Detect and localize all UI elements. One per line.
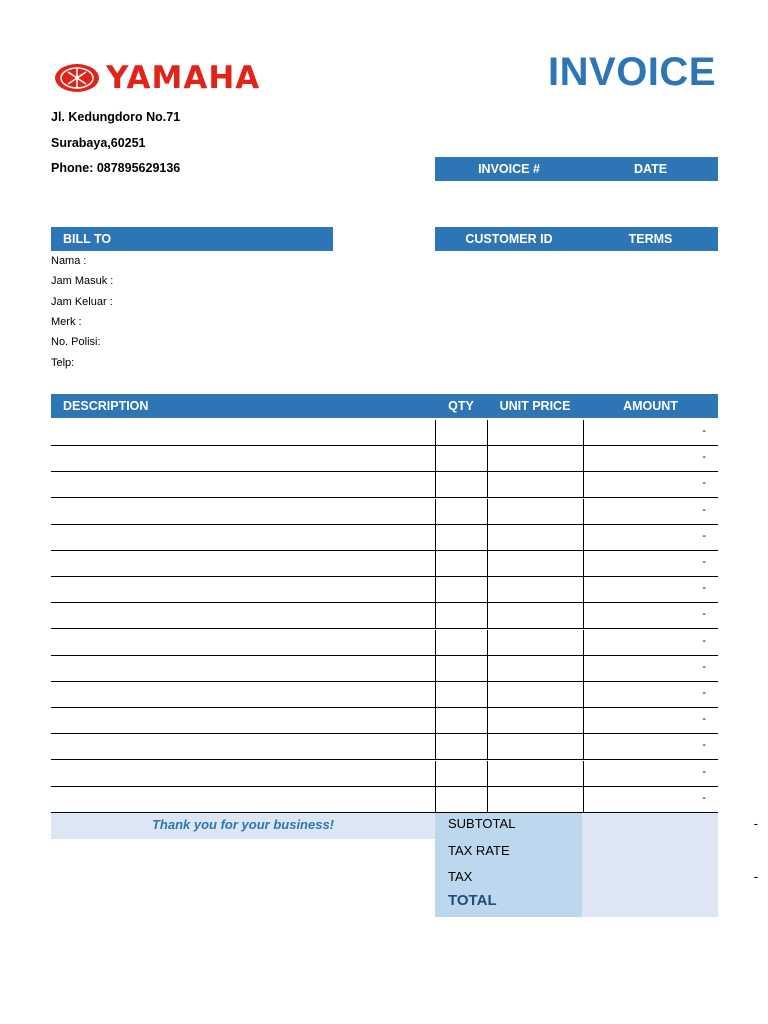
amount-cell: - xyxy=(583,420,718,446)
bill-field-jam-masuk: Jam Masuk : xyxy=(51,275,114,287)
qty-cell xyxy=(435,472,487,498)
table-row xyxy=(51,708,718,734)
bill-field-nama: Nama : xyxy=(51,255,87,267)
qty-cell xyxy=(435,420,487,446)
qty-cell xyxy=(435,761,487,787)
table-row xyxy=(51,787,718,813)
table-row xyxy=(51,682,718,708)
table-row xyxy=(51,603,718,629)
total-label: TOTAL xyxy=(448,892,497,909)
company-phone: Phone: 087895629136 xyxy=(51,161,181,175)
table-row xyxy=(51,420,718,446)
unit-price-cell xyxy=(487,420,583,446)
subtotal-label: SUBTOTAL xyxy=(448,816,516,831)
amount-cell: - xyxy=(583,656,718,682)
amount-cell: - xyxy=(583,787,718,813)
description-cell xyxy=(51,446,435,472)
description-cell xyxy=(51,551,435,577)
brand-name: YAMAHA xyxy=(106,60,261,96)
table-row xyxy=(51,656,718,682)
table-row xyxy=(51,499,718,525)
description-cell xyxy=(51,761,435,787)
items-table-header xyxy=(51,394,718,418)
unit-price-cell xyxy=(487,682,583,708)
amount-cell: - xyxy=(583,708,718,734)
tax-value: - xyxy=(753,869,758,884)
col-unit-price: UNIT PRICE xyxy=(499,399,571,413)
amount-cell: - xyxy=(583,682,718,708)
col-qty: QTY xyxy=(448,399,474,413)
unit-price-cell xyxy=(487,734,583,760)
address-line-2: Surabaya,60251 xyxy=(51,136,146,150)
description-cell xyxy=(51,656,435,682)
qty-cell xyxy=(435,656,487,682)
tax-rate-label: TAX RATE xyxy=(448,843,510,858)
address-line-1: Jl. Kedungdoro No.71 xyxy=(51,110,181,124)
customer-terms-header xyxy=(435,227,718,251)
amount-cell: - xyxy=(583,734,718,760)
table-row xyxy=(51,630,718,656)
description-cell xyxy=(51,525,435,551)
table-row xyxy=(51,551,718,577)
amount-cell: - xyxy=(583,630,718,656)
description-cell xyxy=(51,420,435,446)
qty-cell xyxy=(435,708,487,734)
unit-price-cell xyxy=(487,656,583,682)
description-cell xyxy=(51,708,435,734)
bill-field-jam-keluar: Jam Keluar : xyxy=(51,296,113,308)
bill-field-no-polisi: No. Polisi: xyxy=(51,336,101,348)
invoice-number-label: INVOICE # xyxy=(478,162,540,176)
qty-cell xyxy=(435,446,487,472)
unit-price-cell xyxy=(487,446,583,472)
yamaha-emblem-icon xyxy=(54,63,100,93)
amount-cell: - xyxy=(583,603,718,629)
amount-cell: - xyxy=(583,525,718,551)
amount-cell: - xyxy=(583,551,718,577)
bill-field-merk: Merk : xyxy=(51,316,82,328)
description-cell xyxy=(51,682,435,708)
unit-price-cell xyxy=(487,551,583,577)
description-cell xyxy=(51,734,435,760)
table-row xyxy=(51,525,718,551)
description-cell xyxy=(51,472,435,498)
invoice-title: INVOICE xyxy=(548,50,716,94)
qty-cell xyxy=(435,577,487,603)
customer-id-label: CUSTOMER ID xyxy=(465,232,553,246)
qty-cell xyxy=(435,525,487,551)
amount-cell: - xyxy=(583,472,718,498)
unit-price-cell xyxy=(487,525,583,551)
table-row xyxy=(51,472,718,498)
date-label: DATE xyxy=(633,162,668,176)
description-cell xyxy=(51,577,435,603)
table-row xyxy=(51,577,718,603)
unit-price-cell xyxy=(487,630,583,656)
qty-cell xyxy=(435,603,487,629)
unit-price-cell xyxy=(487,708,583,734)
description-cell xyxy=(51,603,435,629)
qty-cell xyxy=(435,734,487,760)
qty-cell xyxy=(435,787,487,813)
qty-cell xyxy=(435,682,487,708)
subtotal-value: - xyxy=(753,816,758,831)
table-row xyxy=(51,446,718,472)
amount-cell: - xyxy=(583,761,718,787)
description-cell xyxy=(51,787,435,813)
col-amount: AMOUNT xyxy=(623,399,678,413)
tax-label: TAX xyxy=(448,869,473,884)
thank-you-note: Thank you for your business! xyxy=(51,813,435,839)
invoice-date-header xyxy=(435,157,718,181)
unit-price-cell xyxy=(487,577,583,603)
terms-label: TERMS xyxy=(628,232,673,246)
unit-price-cell xyxy=(487,603,583,629)
bill-to-header xyxy=(51,227,333,251)
qty-cell xyxy=(435,499,487,525)
qty-cell xyxy=(435,551,487,577)
amount-cell: - xyxy=(583,499,718,525)
unit-price-cell xyxy=(487,761,583,787)
bill-field-telp: Telp: xyxy=(51,357,75,369)
company-logo xyxy=(54,60,286,96)
table-row xyxy=(51,761,718,787)
col-description: DESCRIPTION xyxy=(63,399,149,413)
unit-price-cell xyxy=(487,787,583,813)
qty-cell xyxy=(435,630,487,656)
table-row xyxy=(51,734,718,760)
unit-price-cell xyxy=(487,472,583,498)
description-cell xyxy=(51,630,435,656)
amount-cell: - xyxy=(583,446,718,472)
bill-to-label: BILL TO xyxy=(63,232,112,246)
description-cell xyxy=(51,499,435,525)
amount-cell: - xyxy=(583,577,718,603)
unit-price-cell xyxy=(487,499,583,525)
